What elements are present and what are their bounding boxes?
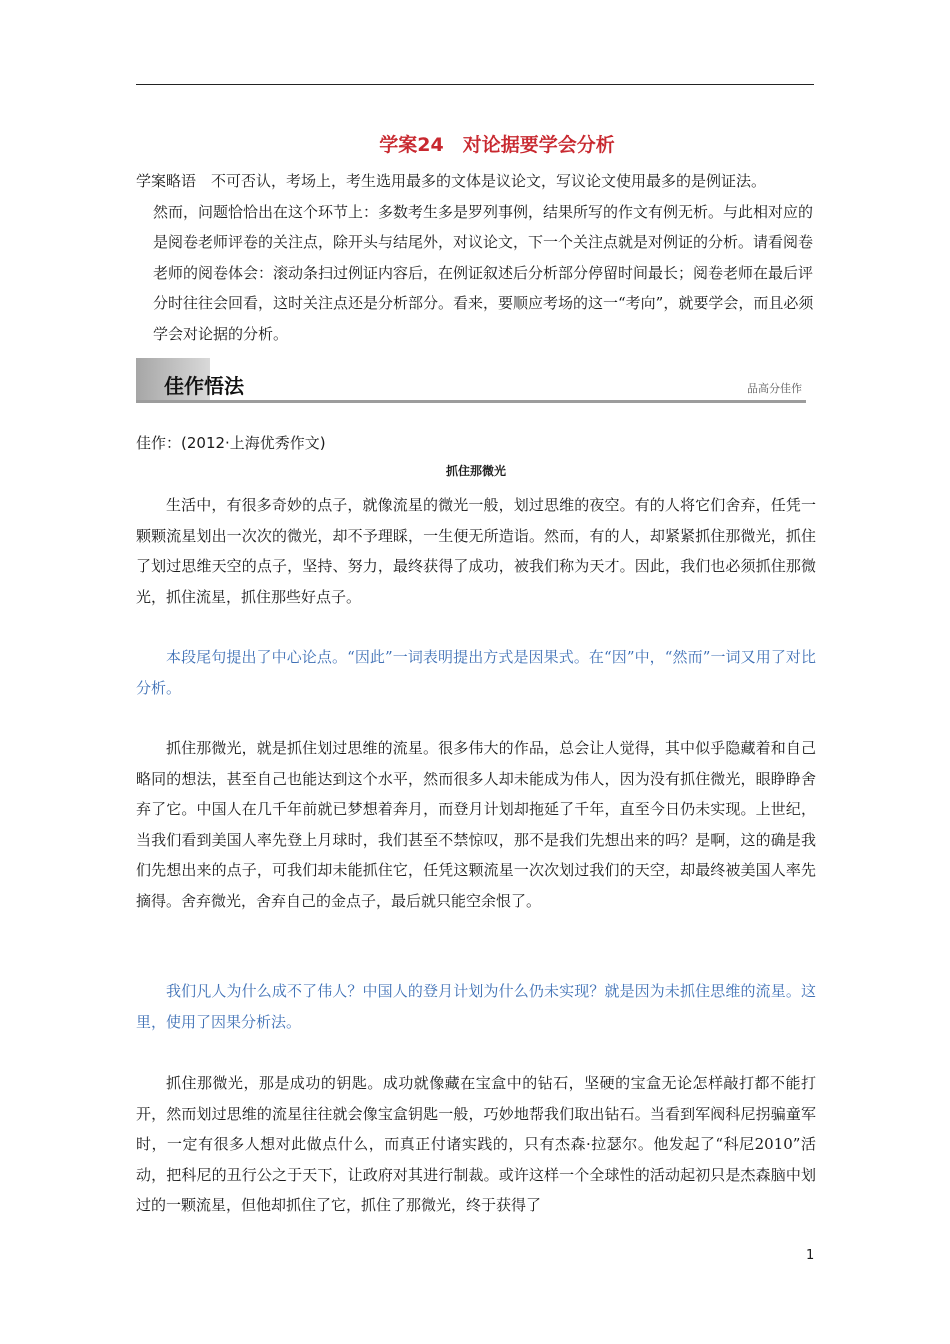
essay-title: 抓住那微光 [445, 464, 506, 478]
essay-paragraph-1: 生活中，有很多奇妙的点子，就像流星的微光一般，划过思维的夜空。有的人将它们舍弃，任凭一颗颗流星划出一次次的微光，却不予理睬，一生便无所造诣。然而，有的人，却紧紧抓住那微光，抓住了划过思维天空的点子，坚持、努力，最终获得了成功，被我们称为天才。因此，我们也必须抓住那微光，抓住流星，抓住那些好点子。 [136, 496, 816, 606]
page-number: 1 [806, 1248, 815, 1263]
page-title: 学案24 对论据要学会分析 [379, 134, 615, 156]
intro-lead: 学案略语 不可否认，考场上，考生选用最多的文体是议论文，写议论文使用最多的是例证法。 [136, 172, 767, 190]
header-rule [136, 84, 814, 85]
essay-paragraph-2: 抓住那微光，就是抓住划过思维的流星。很多伟大的作品，总会让人觉得，其中似乎隐藏着和自己略同的想法，甚至自己也能达到这个水平，然而很多人却未能成为伟人，因为没有抓住微光，眼睁睁舍弃了它。中国人在几千年前就已梦想着奔月，而登月计划却拖延了千年，直至今日仍未实现。上世纪，当我们看到美国人率先登上月球时，我们甚至不禁惊叹，那不是我们先想出来的吗？是啊，这的确是我们先想出来的点子，可我们却未能抓住它，任凭这颗流星一次次划过我们的天空，却最终被美国人率先摘得。舍弃微光，舍弃自己的金点子，最后就只能空余恨了。 [136, 739, 816, 910]
essay-source: 佳作：(2012·上海优秀作文) [136, 434, 326, 452]
section-tag: 品高分佳作 [747, 382, 802, 395]
section-title: 佳作悟法 [164, 374, 244, 398]
intro-rest: 然而，问题恰恰出在这个环节上：多数考生多是罗列事例，结果所写的作文有例无析。与此相对应的是阅卷老师评卷的关注点，除开头与结尾外，对议论文，下一个关注点就是对例证的分析。请看阅卷老师的阅卷体会：滚动条扫过例证内容后，在例证叙述后分析部分停留时间最长；阅卷老师在最后评分时往往会回看，这时关注点还是分析部分。看来，要顺应考场的这一“考向”，就要学会，而且必须学会对论据的分析。 [153, 202, 814, 343]
analysis-note-1: 本段尾句提出了中心论点。“因此”一词表明提出方式是因果式。在“因”中，“然而”一词又用了对比分析。 [136, 648, 816, 697]
intro-block [136, 166, 816, 349]
essay-paragraph-3: 抓住那微光，那是成功的钥匙。成功就像藏在宝盒中的钻石，坚硬的宝盒无论怎样敲打都不能打开，然而划过思维的流星往往就会像宝盒钥匙一般，巧妙地帮我们取出钻石。当看到军阀科尼拐骗童军时，一定有很多人想对此做点什么，而真正付诸实践的，只有杰森·拉瑟尔。他发起了“科尼2010”活动，把科尼的丑行公之于天下，让政府对其进行制裁。或许这样一个全球性的活动起初只是杰森脑中划过的一颗流星，但他却抓住了它，抓住了那微光，终于获得了 [136, 1074, 816, 1214]
section-header [136, 358, 806, 404]
analysis-note-2: 我们凡人为什么成不了伟人？中国人的登月计划为什么仍未实现？就是因为未抓住思维的流星。这里，使用了因果分析法。 [136, 982, 816, 1031]
section-rule [136, 400, 806, 403]
